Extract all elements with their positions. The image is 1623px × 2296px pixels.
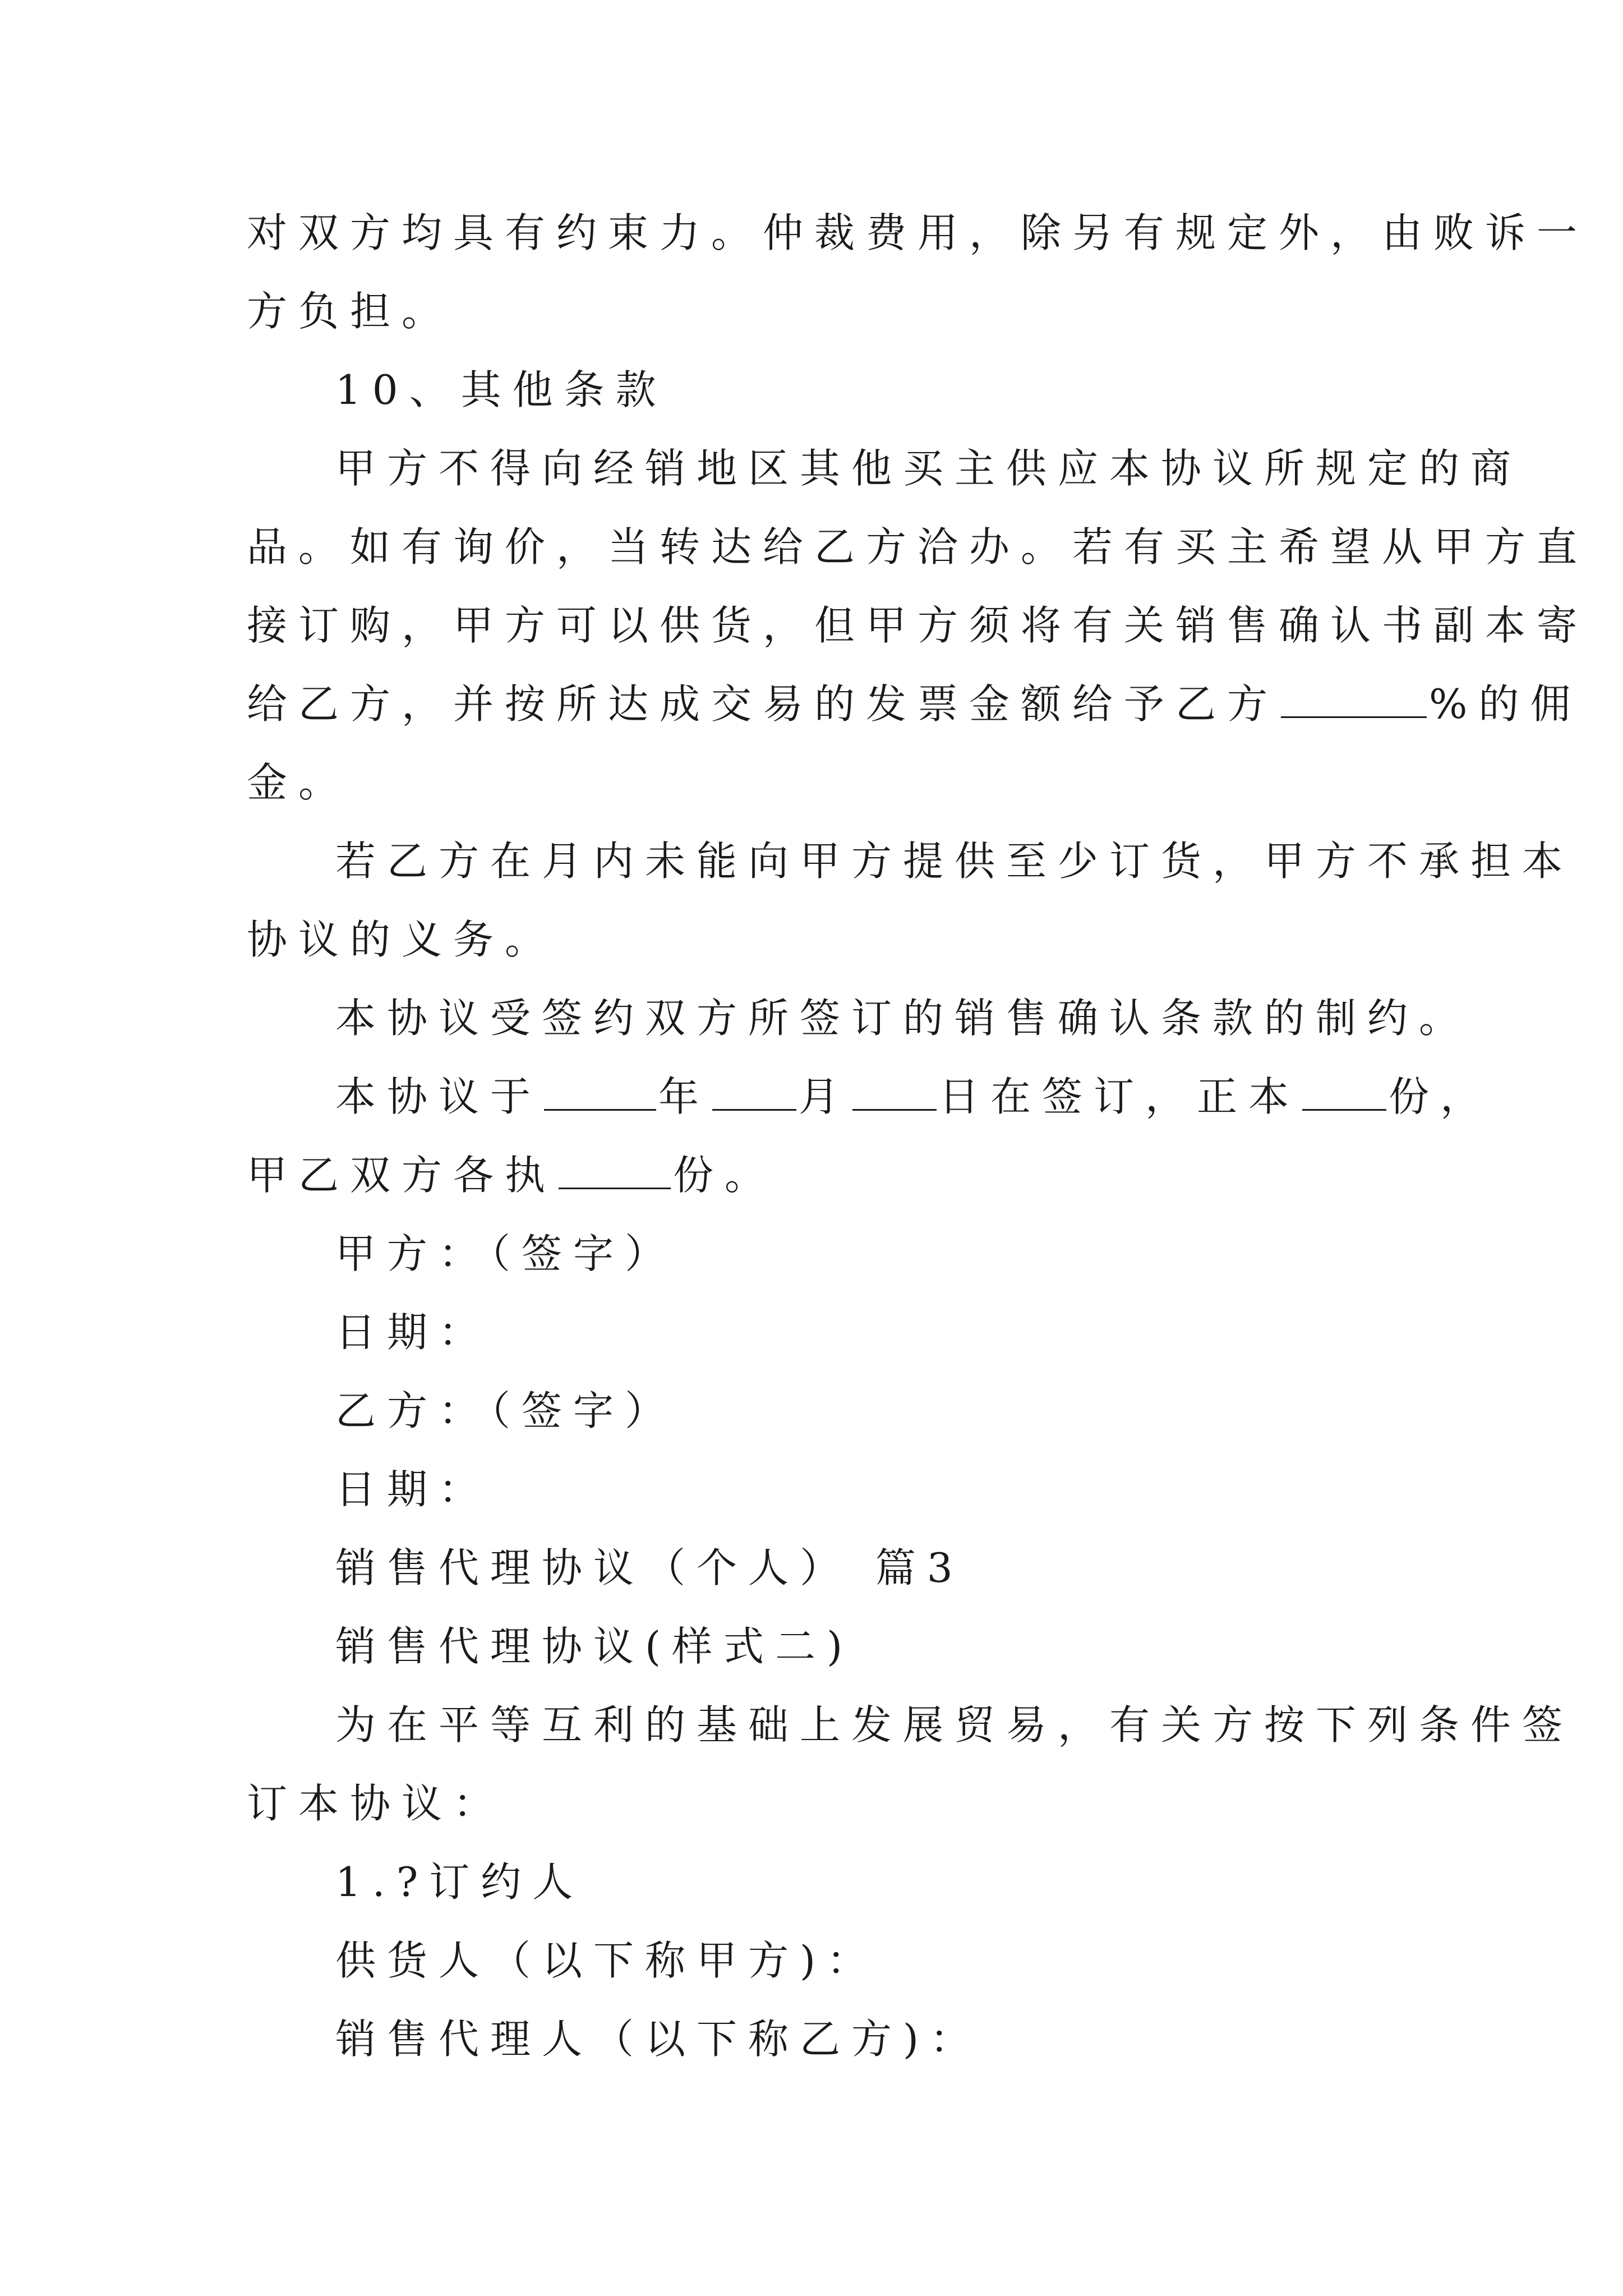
paragraph-line [0, 833, 1623, 889]
text: 甲方：（签字） [335, 1230, 677, 1277]
fill-in-blank-month[interactable] [712, 1073, 796, 1111]
paragraph-line [0, 1697, 1623, 1753]
article-title [0, 1540, 1623, 1596]
paragraph-line [0, 1147, 1623, 1203]
text: 1.?订约人 [335, 1858, 584, 1906]
paragraph-line [0, 2011, 1623, 2067]
fill-in-blank-copies-each[interactable] [559, 1152, 671, 1189]
text: 月 [799, 1073, 851, 1120]
paragraph-line [0, 912, 1623, 968]
text: 销售代理协议(样式二) [335, 1623, 854, 1670]
text: 日在签订，正本 [939, 1073, 1301, 1120]
text: 供货人（以下称甲方)： [335, 1937, 879, 1984]
paragraph-line [0, 597, 1623, 654]
text: 年 [658, 1073, 711, 1120]
text: 甲乙双方各执 [247, 1152, 557, 1199]
fill-in-blank-year[interactable] [544, 1073, 656, 1111]
text: 份。 [673, 1152, 777, 1199]
article-subtitle [0, 1618, 1623, 1674]
paragraph-line [0, 1775, 1623, 1832]
paragraph-line [0, 205, 1623, 261]
signature-line-party-a [0, 1226, 1623, 1282]
signature-line-party-b [0, 1383, 1623, 1439]
paragraph-line [0, 754, 1623, 811]
text: 10、其他条款 [335, 366, 667, 413]
text: 若乙方在月内未能向甲方提供至少订货，甲方不承担本 [335, 838, 1574, 885]
text: 品。如有询价，当转达给乙方洽办。若有买主希望从甲方直 [247, 523, 1589, 570]
text: 甲方不得向经销地区其他买主供应本协议所规定的商 [335, 445, 1523, 492]
fill-in-blank-copies[interactable] [1302, 1073, 1386, 1111]
text: 对双方均具有约束力。仲裁费用，除另有规定外，由败诉一 [247, 209, 1589, 256]
text: 本协议受签约双方所签订的销售确认条款的制约。 [335, 995, 1471, 1042]
paragraph-line [0, 519, 1623, 575]
section-heading [0, 1854, 1623, 1910]
paragraph-line [0, 1069, 1623, 1125]
text: 日期： [335, 1309, 491, 1356]
date-line-party-b [0, 1461, 1623, 1517]
text: 方负担。 [247, 288, 454, 335]
text: 本协议于 [335, 1073, 542, 1120]
section-heading [0, 362, 1623, 418]
text: 份， [1389, 1073, 1492, 1120]
fill-in-blank[interactable] [1281, 680, 1427, 718]
fill-in-blank-day[interactable] [852, 1073, 937, 1111]
text: 销售代理人（以下称乙方)： [335, 2016, 982, 2063]
text: 日期： [335, 1466, 491, 1513]
text: 接订购，甲方可以供货，但甲方须将有关销售确认书副本寄 [247, 602, 1589, 649]
text: 金。 [247, 759, 351, 806]
text: 协议的义务。 [247, 916, 557, 963]
date-line-party-a [0, 1304, 1623, 1360]
text: 销售代理协议（个人） 篇3 [335, 1544, 964, 1591]
paragraph-line [0, 1932, 1623, 1989]
text: 乙方：（签字） [335, 1387, 677, 1434]
paragraph-line [0, 990, 1623, 1046]
paragraph-line [0, 283, 1623, 339]
text: %的佣 [1429, 680, 1582, 728]
text: 订本协议： [247, 1780, 505, 1827]
text: 给乙方，并按所达成交易的发票金额给予乙方 [247, 680, 1279, 728]
text: 为在平等互利的基础上发展贸易，有关方按下列条件签 [335, 1701, 1574, 1749]
paragraph-line [0, 676, 1623, 732]
paragraph-line [0, 440, 1623, 496]
